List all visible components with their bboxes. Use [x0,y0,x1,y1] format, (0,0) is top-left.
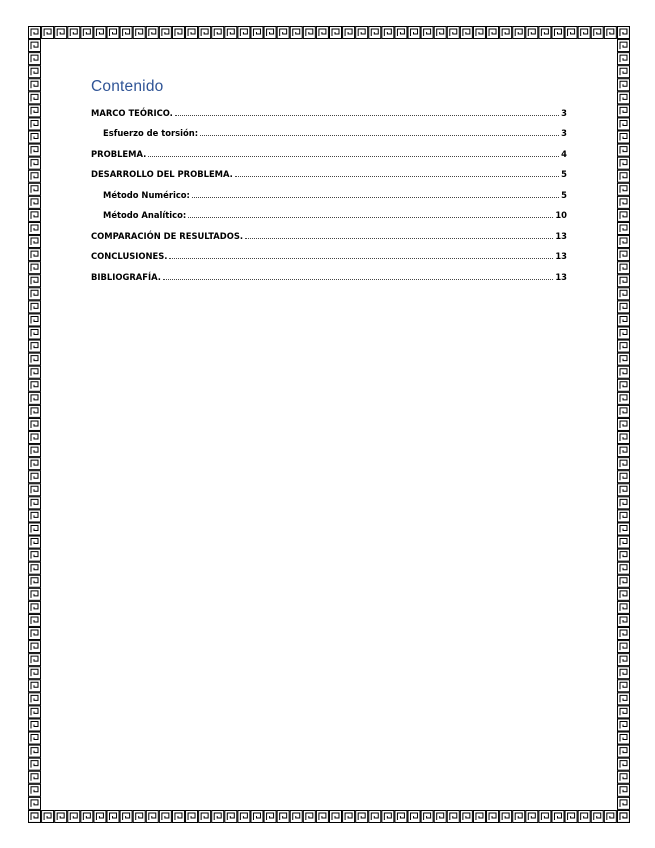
table-of-contents [91,78,567,282]
toc-entry-label: COMPARACIÓN DE RESULTADOS. [91,230,244,241]
decorative-border-top [28,26,630,39]
toc-dot-leader [235,176,559,177]
toc-dot-leader [163,279,553,280]
toc-entry-conclusiones[interactable] [91,241,567,262]
toc-title: Contenido [91,78,164,95]
toc-page-number: 5 [561,189,567,200]
decorative-border-left [28,26,41,823]
toc-dot-leader [200,135,559,136]
toc-entry-marco-teorico[interactable] [91,97,567,118]
toc-entry-metodo-analitico[interactable] [91,200,567,221]
toc-entry-label: DESARROLLO DEL PROBLEMA. [91,169,233,179]
toc-entry-comparacion[interactable] [91,220,567,241]
toc-entry-desarrollo[interactable] [91,159,567,180]
toc-entry-label: Método Analítico: [103,210,187,220]
toc-entry-label: Esfuerzo de torsión: [103,128,199,138]
toc-entry-problema[interactable] [91,138,567,159]
toc-page-number: 13 [555,230,567,241]
toc-entry-bibliografia[interactable] [91,261,567,282]
toc-page-number: 13 [555,271,567,282]
toc-entry-esfuerzo-torsion[interactable] [91,118,567,139]
toc-entry-metodo-numerico[interactable] [91,179,567,200]
decorative-border-bottom [28,810,630,823]
toc-entry-label: BIBLIOGRAFÍA. [91,271,161,282]
toc-dot-leader [148,156,559,157]
toc-page-number: 4 [561,148,567,159]
toc-page-number: 3 [561,107,567,118]
toc-dot-leader [245,238,553,239]
toc-entry-label: MARCO TEÓRICO. [91,107,173,118]
toc-dot-leader [188,217,553,218]
toc-page-number: 5 [561,169,567,179]
decorative-border-right [617,26,630,823]
toc-entry-label: Método Numérico: [103,189,190,200]
toc-page-number: 13 [555,251,567,261]
toc-dot-leader [192,197,559,198]
toc-entry-label: PROBLEMA. [91,148,147,159]
toc-dot-leader [175,115,559,116]
toc-page-number: 3 [561,128,567,138]
toc-page-number: 10 [555,210,567,220]
toc-entry-label: CONCLUSIONES. [91,251,168,261]
toc-dot-leader [169,258,553,259]
